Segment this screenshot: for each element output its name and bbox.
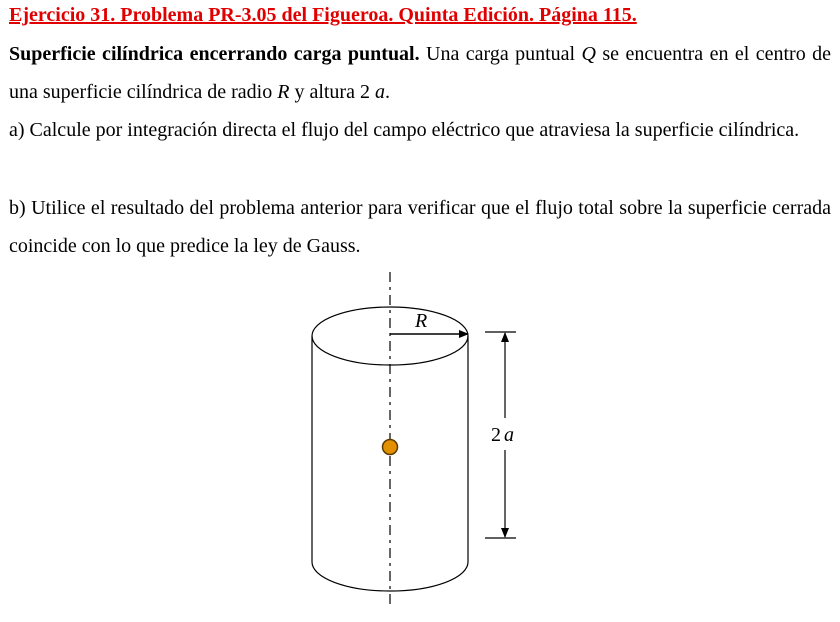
height-symbol: a	[374, 81, 385, 103]
statement-text-1: Una carga puntual	[419, 43, 582, 65]
statement-heading: Superficie cilíndrica encerrando carga puntual.	[9, 43, 420, 65]
radius-symbol: R	[277, 81, 290, 103]
height-label-variable: a	[504, 424, 514, 446]
statement-text-3: y altura 2	[289, 81, 375, 103]
height-label	[491, 424, 514, 446]
part-a: a) Calcule por integración directa el flujo del campo eléctrico que atraviesa la superficie cilíndrica.	[9, 119, 800, 141]
point-charge	[383, 440, 398, 455]
charge-symbol: Q	[581, 43, 596, 65]
exercise-title: Ejercicio 31. Problema PR-3.05 del Figueroa. Quinta Edición. Página 115.	[9, 4, 637, 26]
statement-text-2: se encuentra en el centro de una superficie cilíndrica de radio	[9, 43, 831, 103]
statement-text-4: .	[384, 81, 390, 103]
part-b: b) Utilice el resultado del problema anterior para verificar que el flujo total sobre la superficie cerrada coincide con lo que predice la ley de Gauss.	[9, 197, 831, 257]
height-label-number: 2	[491, 424, 501, 446]
radius-label: R	[415, 310, 428, 332]
